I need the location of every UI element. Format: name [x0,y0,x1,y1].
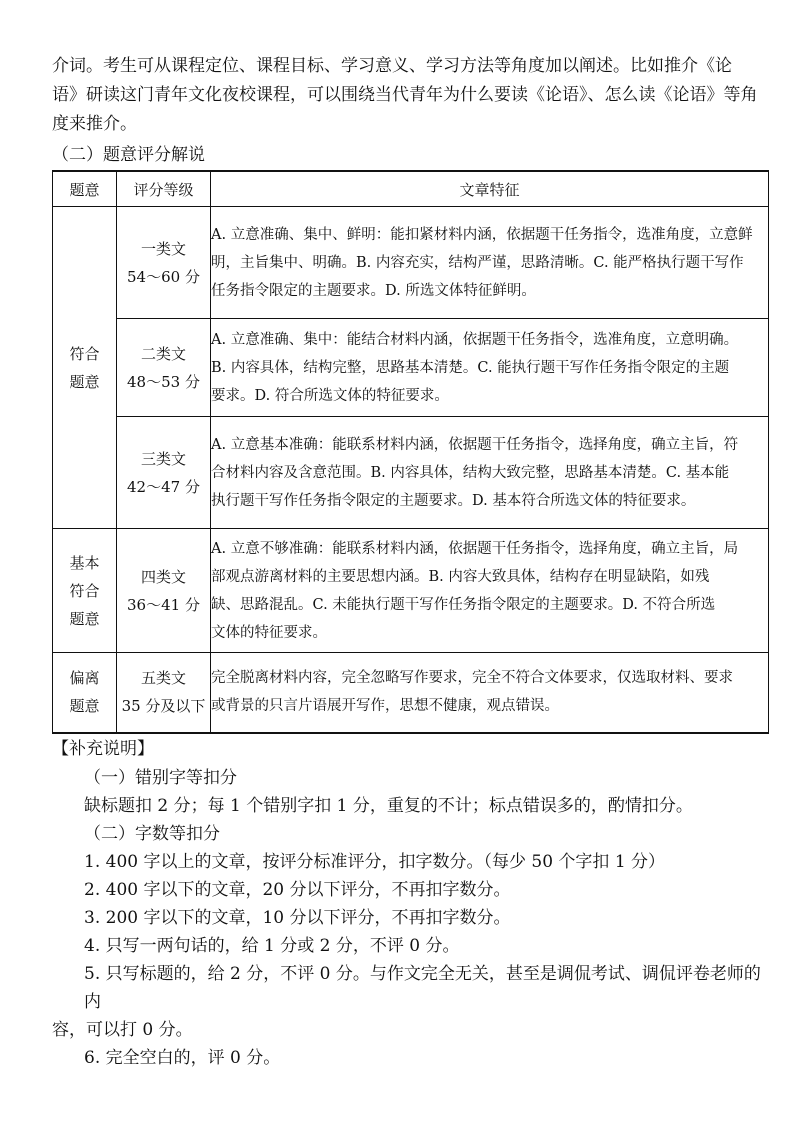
list-item: 3. 200 字以下的文章，10 分以下评分，不再扣字数分。 [84,908,511,928]
features-cell: A. 立意不够准确：能联系材料内涵，依据题干任务指令，选择角度，确立主旨，局 部观点游离材料的主要思想内涵。B. 内容大致具体，结构存在明显缺陷，如残 缺、思路混乱。C. 未能执行题干写作任务指令限定的主题要求。D. 不符合所选 文体的特征要求。 [211,529,769,653]
grade-cell: 五类文 35 分及以下 [117,653,211,733]
header-grade: 评分等级 [117,171,211,207]
typo-rules-text: 缺标题扣 2 分；每 1 个错别字扣 1 分，重复的不计；标点错误多的，酌情扣分。 [84,796,693,816]
list-item: 4. 只写一两句话的，给 1 分或 2 分，不评 0 分。 [84,936,460,956]
features-cell: A. 立意基本准确：能联系材料内涵，依据题干任务指令，选择角度，确立主旨，符 合材料内容及含意范围。B. 内容具体，结构大致完整，思路基本清楚。C. 基本能 执行题干写作任务指令限定的主题要求。D. 基本符合所选文体的特征要求。 [211,417,769,529]
header-features: 文章特征 [211,171,769,207]
grade-cell: 二类文 48～53 分 [117,319,211,417]
intro-paragraph [52,52,768,139]
category-off-topic: 偏离 题意 [53,653,117,733]
features-cell: 完全脱离材料内容，完全忽略写作要求，完全不符合文体要求，仅选取材料、要求 或背景的只言片语展开写作，思想不健康，观点错误。 [211,653,769,733]
grade-cell: 三类文 42～47 分 [117,417,211,529]
list-item: 5. 只写标题的，给 2 分，不评 0 分。与作文完全无关，甚至是调侃考试、调侃评卷老师的内 [84,964,761,1012]
header-topic: 题意 [53,171,117,207]
scoring-rubric-table [52,170,769,734]
list-item: 2. 400 字以下的文章，20 分以下评分，不再扣字数分。 [84,880,511,900]
list-item: 6. 完全空白的，评 0 分。 [84,1048,281,1068]
category-fit: 符合 题意 [53,207,117,529]
supplement-section [52,734,768,1072]
table-row [53,319,769,417]
table-row [53,529,769,653]
list-item: 1. 400 字以上的文章，按评分标准评分，扣字数分。（每少 50 个字扣 1 分） [84,852,666,872]
grade-cell: 一类文 54～60 分 [117,207,211,319]
section-heading: （二）题意评分解说 [52,145,205,165]
table-row [53,207,769,319]
table-row [53,417,769,529]
category-basic-fit: 基本 符合 题意 [53,529,117,653]
intro-line: 度来推介。 [52,114,137,134]
supplement-title: 【补充说明】 [52,739,154,759]
features-cell: A. 立意准确、集中：能结合材料内涵，依据题干任务指令，选准角度，立意明确。 B. 内容具体，结构完整，思路基本清楚。C. 能执行题干写作任务指令限定的主题 要求。D. 符合所选文体的特征要求。 [211,319,769,417]
features-cell: A. 立意准确、集中、鲜明：能扣紧材料内涵，依据题干任务指令，选准角度，立意鲜 明，主旨集中、明确。B. 内容充实，结构严谨，思路清晰。C. 能严格执行题干写作 任务指令限定的主题要求。D. 所选文体特征鲜明。 [211,207,769,319]
grade-cell: 四类文 36～41 分 [117,529,211,653]
subheading-word-count: （二）字数等扣分 [84,824,220,844]
list-item-continuation: 容，可以打 0 分。 [52,1020,193,1040]
intro-line: 介词。考生可从课程定位、课程目标、学习意义、学习方法等角度加以阐述。比如推介《论 [52,56,732,76]
intro-line: 语》研读这门青年文化夜校课程，可以围绕当代青年为什么要读《论语》、怎么读《论语》等角 [52,85,758,105]
table-row [53,653,769,733]
table-header-row [53,171,769,207]
subheading-typos: （一）错别字等扣分 [84,768,237,788]
